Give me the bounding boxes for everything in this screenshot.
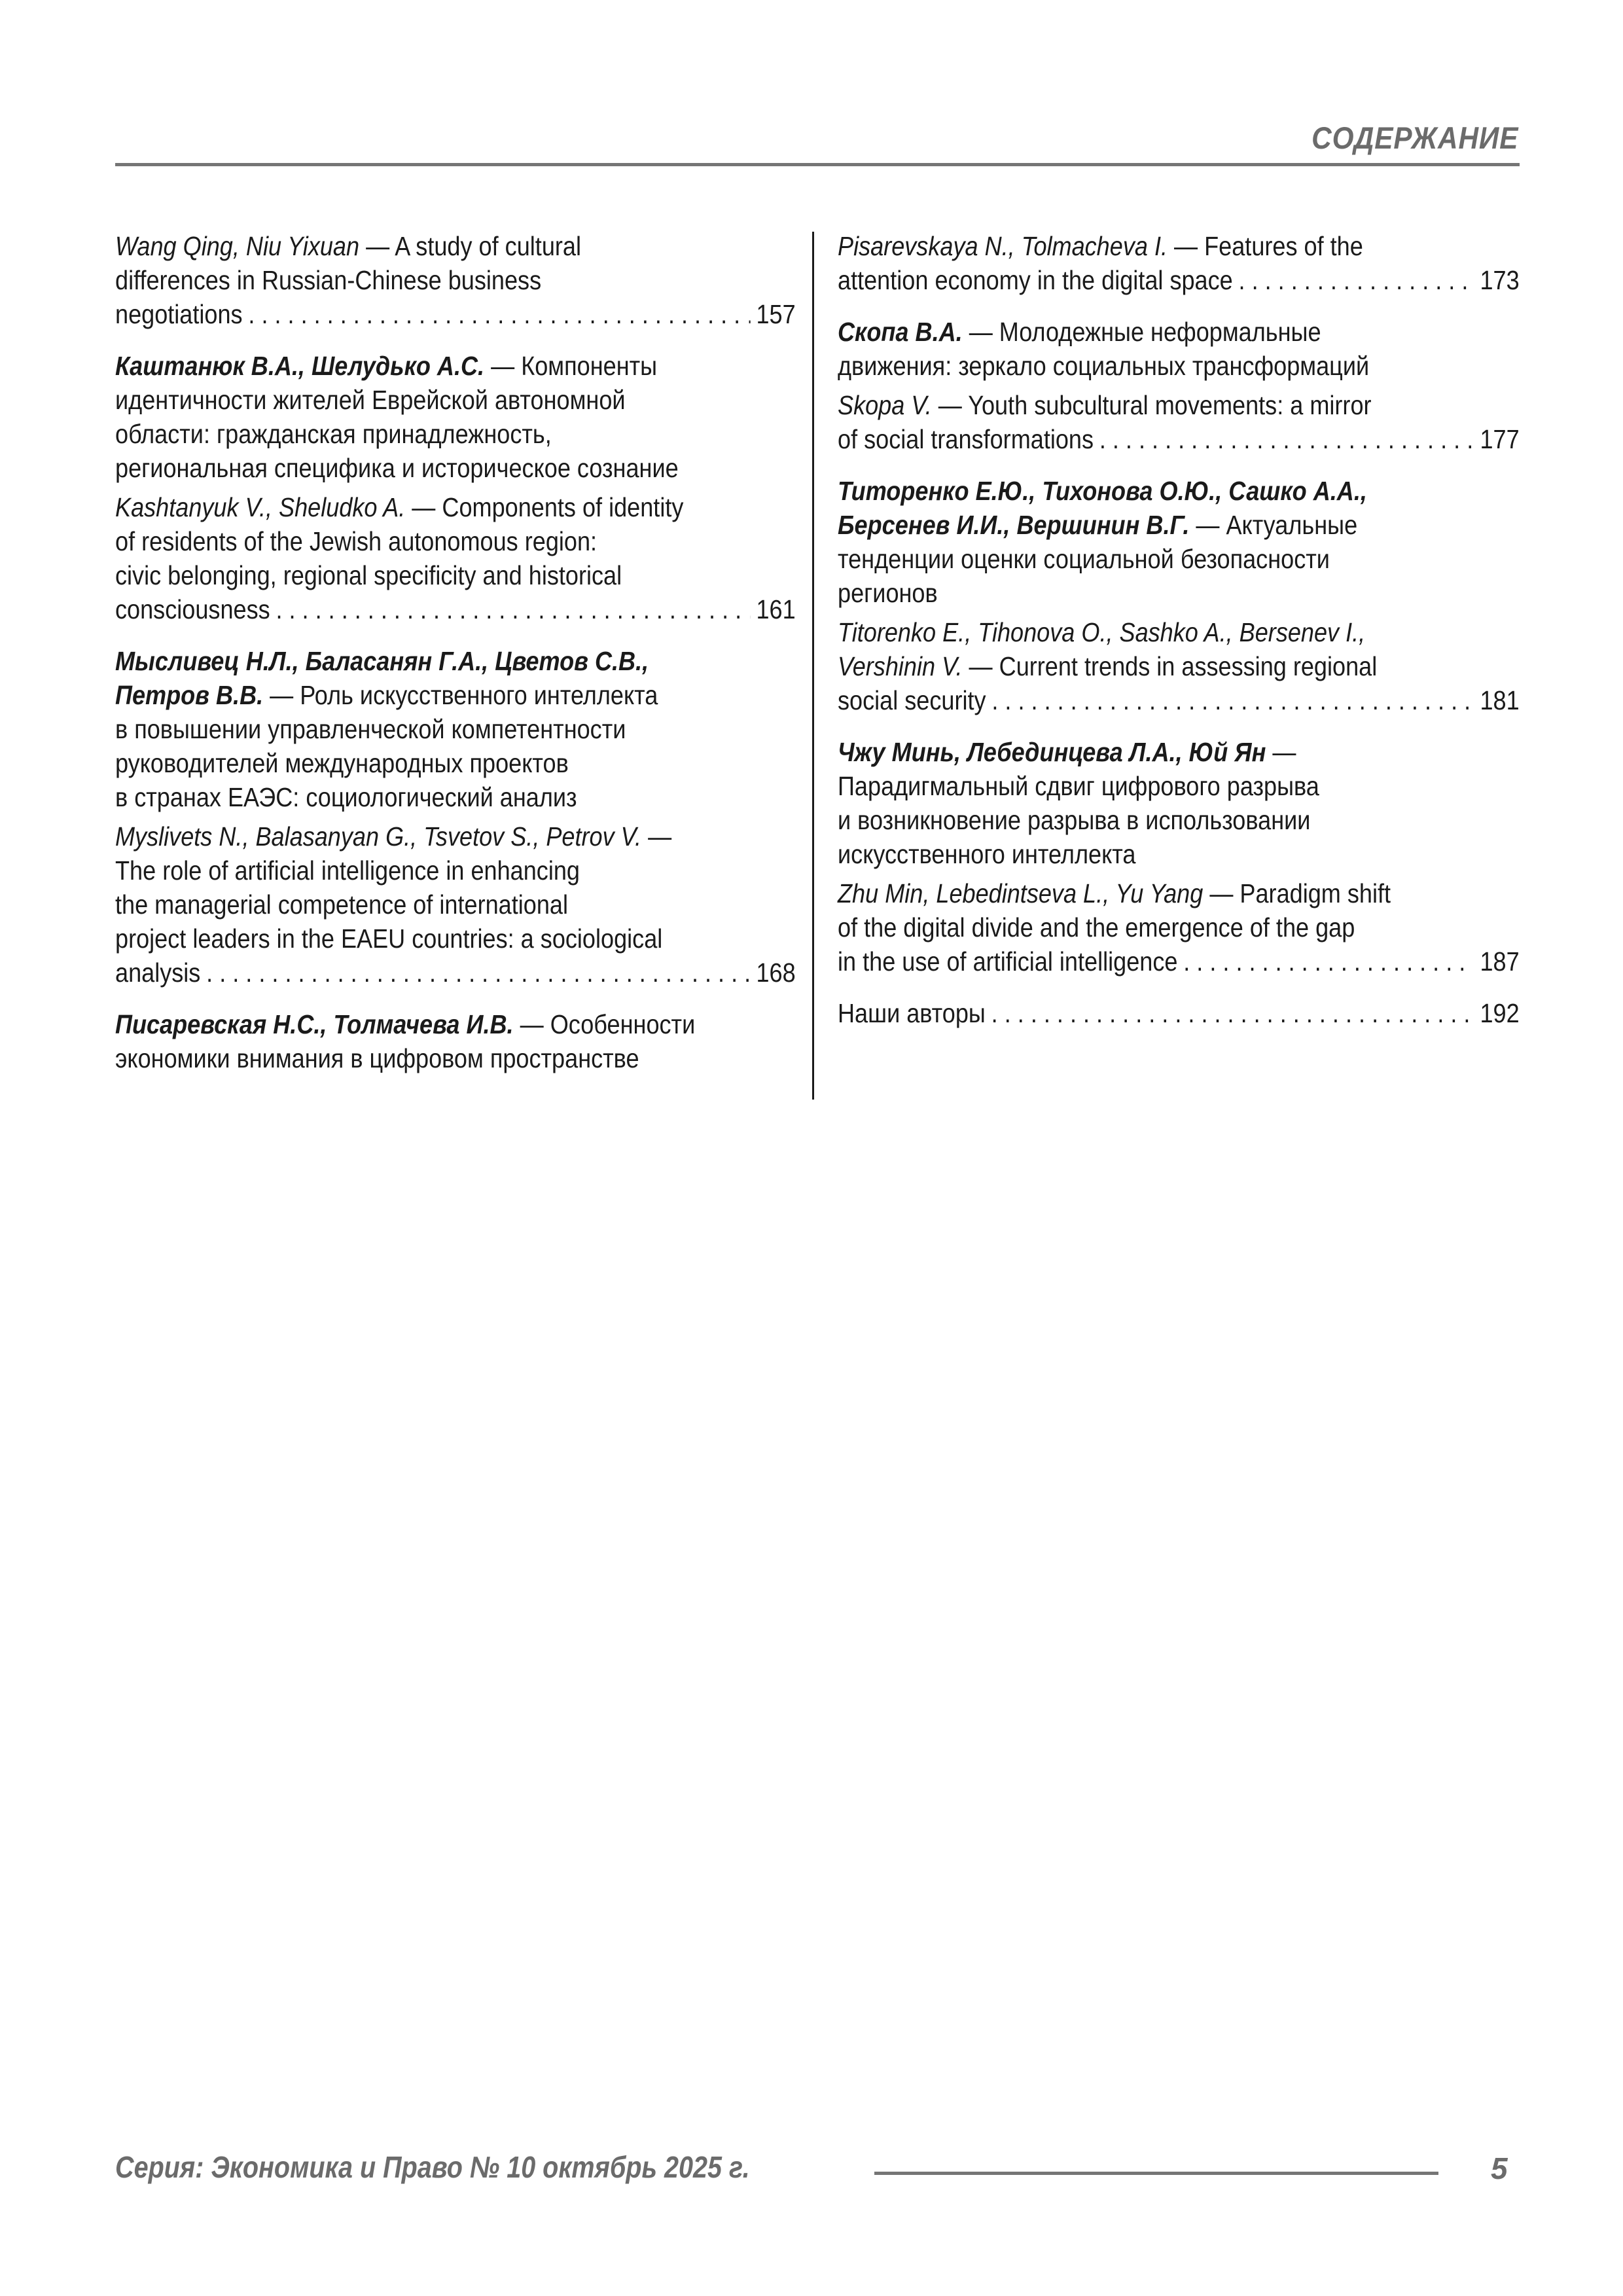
author-names: Петров В.В. <box>115 680 264 710</box>
toc-entry-ru <box>115 349 796 485</box>
author-names: Скопа В.А. <box>838 317 963 347</box>
toc-entry[interactable] <box>838 735 1520 978</box>
journal-series: Серия: Экономика и Право № 10 октябрь 2025 г. <box>115 2150 750 2184</box>
toc-line-with-page[interactable] <box>838 422 1520 456</box>
article-title: the managerial competence of international <box>115 889 568 920</box>
toc-line <box>838 388 1520 422</box>
toc-entry[interactable] <box>838 474 1520 717</box>
article-title: civic belonging, regional specificity and historical <box>115 560 622 590</box>
toc-line <box>838 910 1520 944</box>
article-title: — Актуальные <box>1189 510 1358 540</box>
article-title: искусственного интеллекта <box>838 839 1136 869</box>
toc-entry[interactable] <box>115 229 796 331</box>
toc-entry-en <box>115 819 796 990</box>
toc-line <box>838 474 1520 508</box>
dot-leader <box>1183 944 1474 978</box>
article-title: — Молодежные неформальные <box>962 317 1321 347</box>
dot-leader <box>276 592 750 626</box>
author-names: Skopa V. <box>838 390 932 420</box>
column-divider <box>812 232 814 1100</box>
article-title: идентичности жителей Еврейской автономной <box>115 385 626 415</box>
toc-entry-ru <box>838 735 1520 871</box>
toc-entry[interactable] <box>838 315 1520 456</box>
article-title: — Features of the <box>1167 231 1363 261</box>
toc-entry-ru <box>838 315 1520 383</box>
toc-line <box>115 383 796 417</box>
toc-line <box>838 229 1520 263</box>
toc-line-with-page[interactable] <box>838 263 1520 297</box>
toc-entry[interactable] <box>115 1007 796 1075</box>
page-ref[interactable]: 161 <box>756 594 796 624</box>
toc-line <box>838 349 1520 383</box>
article-title: of the digital divide and the emergence of the gap <box>838 912 1355 942</box>
article-title: области: гражданская принадлежность, <box>115 419 552 449</box>
article-title: — Роль искусственного интеллекта <box>263 680 658 710</box>
toc-line <box>838 769 1520 803</box>
toc-entry-en <box>115 490 796 626</box>
toc-column-left <box>115 229 796 1093</box>
toc-entry-ru <box>838 474 1520 610</box>
toc-line <box>838 837 1520 871</box>
article-title: и возникновение разрыва в использовании <box>838 805 1311 835</box>
article-title: руководителей международных проектов <box>115 748 569 778</box>
toc-line-with-page[interactable] <box>838 996 1520 1030</box>
author-names: Wang Qing, Niu Yixuan <box>115 231 360 261</box>
toc-line <box>115 853 796 888</box>
page-ref[interactable]: 177 <box>1480 424 1520 454</box>
page-number: 5 <box>1491 2151 1508 2185</box>
page-ref[interactable]: 173 <box>1480 265 1520 295</box>
toc-line-with-page[interactable] <box>838 683 1520 717</box>
article-title: в странах ЕАЭС: социологический анализ <box>115 782 577 812</box>
author-names: Pisarevskaya N., Tolmacheva I. <box>838 231 1168 261</box>
header-rule <box>115 163 1520 166</box>
toc-line <box>115 819 796 853</box>
toc-line <box>838 576 1520 610</box>
toc-entry[interactable] <box>838 996 1520 1030</box>
toc-line <box>838 649 1520 683</box>
article-title: — Youth subcultural movements: a mirror <box>931 390 1372 420</box>
section-title: СОДЕРЖАНИЕ <box>1311 120 1518 155</box>
article-title: — Paradigm shift <box>1203 878 1391 908</box>
article-title: negotiations <box>115 299 243 329</box>
article-title: региональная специфика и историческое сознание <box>115 453 679 483</box>
page-ref[interactable]: 181 <box>1480 685 1520 715</box>
article-title: — Компоненты <box>484 351 658 381</box>
article-title: differences in Russian-Chinese business <box>115 265 542 295</box>
toc-entry-ru <box>838 229 1520 297</box>
article-title: social security <box>838 685 986 715</box>
toc-line <box>838 735 1520 769</box>
article-title: — A study of cultural <box>359 231 581 261</box>
toc-entry[interactable] <box>115 644 796 990</box>
toc-line <box>115 490 796 524</box>
article-title: project leaders in the EAEU countries: a sociological <box>115 924 663 954</box>
dot-leader <box>991 996 1474 1030</box>
toc-line <box>115 746 796 780</box>
article-title: — Особенности <box>513 1009 696 1039</box>
toc-line <box>115 644 796 678</box>
page-ref[interactable]: 168 <box>756 958 796 988</box>
toc-line <box>115 349 796 383</box>
toc-entry-en <box>838 615 1520 717</box>
toc-entry[interactable] <box>115 349 796 626</box>
article-title: Парадигмальный сдвиг цифрового разрыва <box>838 771 1319 801</box>
toc-line <box>838 315 1520 349</box>
dot-leader <box>1239 263 1474 297</box>
article-title: in the use of artificial intelligence <box>838 946 1178 977</box>
page-ref[interactable]: 187 <box>1480 946 1520 977</box>
article-title: of residents of the Jewish autonomous region: <box>115 526 597 556</box>
toc-line-with-page[interactable] <box>838 944 1520 978</box>
page-ref[interactable]: 157 <box>756 299 796 329</box>
article-title: Наши авторы <box>838 998 986 1028</box>
author-names: Vershinin V. <box>838 651 963 681</box>
article-title: attention economy in the digital space <box>838 265 1233 295</box>
toc-line <box>115 678 796 712</box>
page-ref[interactable]: 192 <box>1480 998 1520 1028</box>
toc-line <box>115 888 796 922</box>
article-title: — <box>641 821 672 852</box>
toc-line <box>838 876 1520 910</box>
article-title: consciousness <box>115 594 270 624</box>
toc-line <box>115 1041 796 1075</box>
author-names: Берсенев И.И., Вершинин В.Г. <box>838 510 1190 540</box>
article-title: экономики внимания в цифровом пространстве <box>115 1043 639 1073</box>
article-title: — Current trends in assessing regional <box>962 651 1378 681</box>
toc-entry-en <box>838 388 1520 456</box>
toc-entry-ru <box>115 1007 796 1075</box>
dot-leader <box>1099 422 1474 456</box>
author-names: Писаревская Н.С., Толмачева И.В. <box>115 1009 514 1039</box>
toc-line <box>838 615 1520 649</box>
article-title: регионов <box>838 578 938 608</box>
toc-column-right <box>838 229 1520 1048</box>
toc-line <box>838 508 1520 542</box>
article-title: в повышении управленческой компетентности <box>115 714 626 744</box>
toc-line-with-page[interactable] <box>115 592 796 626</box>
author-names: Мысливец Н.Л., Баласанян Г.А., Цветов С.В., <box>115 646 649 676</box>
toc-line <box>838 542 1520 576</box>
article-title: — Components of identity <box>405 492 684 522</box>
toc-line <box>115 417 796 451</box>
toc-entry-ru <box>115 229 796 331</box>
author-names: Каштанюк В.А., Шелудько А.С. <box>115 351 485 381</box>
article-title: движения: зеркало социальных трансформаций <box>838 351 1370 381</box>
toc-line <box>115 229 796 263</box>
author-names: Titorenko E., Tihonova O., Sashko A., Bersenev I., <box>838 617 1366 647</box>
toc-line <box>115 451 796 485</box>
article-title: of social transformations <box>838 424 1094 454</box>
toc-entry[interactable] <box>838 229 1520 297</box>
author-names: Zhu Min, Lebedintseva L., Yu Yang <box>838 878 1204 908</box>
toc-line <box>115 263 796 297</box>
author-names: Титоренко Е.Ю., Тихонова О.Ю., Сашко А.А., <box>838 476 1367 506</box>
toc-line <box>115 558 796 592</box>
article-title: — <box>1266 737 1296 767</box>
toc-line <box>115 780 796 814</box>
toc-entry-en <box>838 876 1520 978</box>
author-names: Kashtanyuk V., Sheludko A. <box>115 492 406 522</box>
toc-line-with-page[interactable] <box>115 297 796 331</box>
dot-leader <box>248 297 750 331</box>
toc-entry-ru <box>838 996 1520 1030</box>
dot-leader <box>206 956 751 990</box>
dot-leader <box>991 683 1474 717</box>
toc-entry-ru <box>115 644 796 814</box>
toc-line <box>115 712 796 746</box>
toc-line <box>838 803 1520 837</box>
toc-line <box>115 524 796 558</box>
article-title: The role of artificial intelligence in enhancing <box>115 855 580 886</box>
author-names: Myslivets N., Balasanyan G., Tsvetov S., Petrov V. <box>115 821 642 852</box>
author-names: Чжу Минь, Лебединцева Л.А., Юй Ян <box>838 737 1266 767</box>
toc-line <box>115 922 796 956</box>
toc-line <box>115 1007 796 1041</box>
toc-line-with-page[interactable] <box>115 956 796 990</box>
footer-rule <box>874 2172 1438 2175</box>
article-title: тенденции оценки социальной безопасности <box>838 544 1330 574</box>
article-title: analysis <box>115 958 201 988</box>
